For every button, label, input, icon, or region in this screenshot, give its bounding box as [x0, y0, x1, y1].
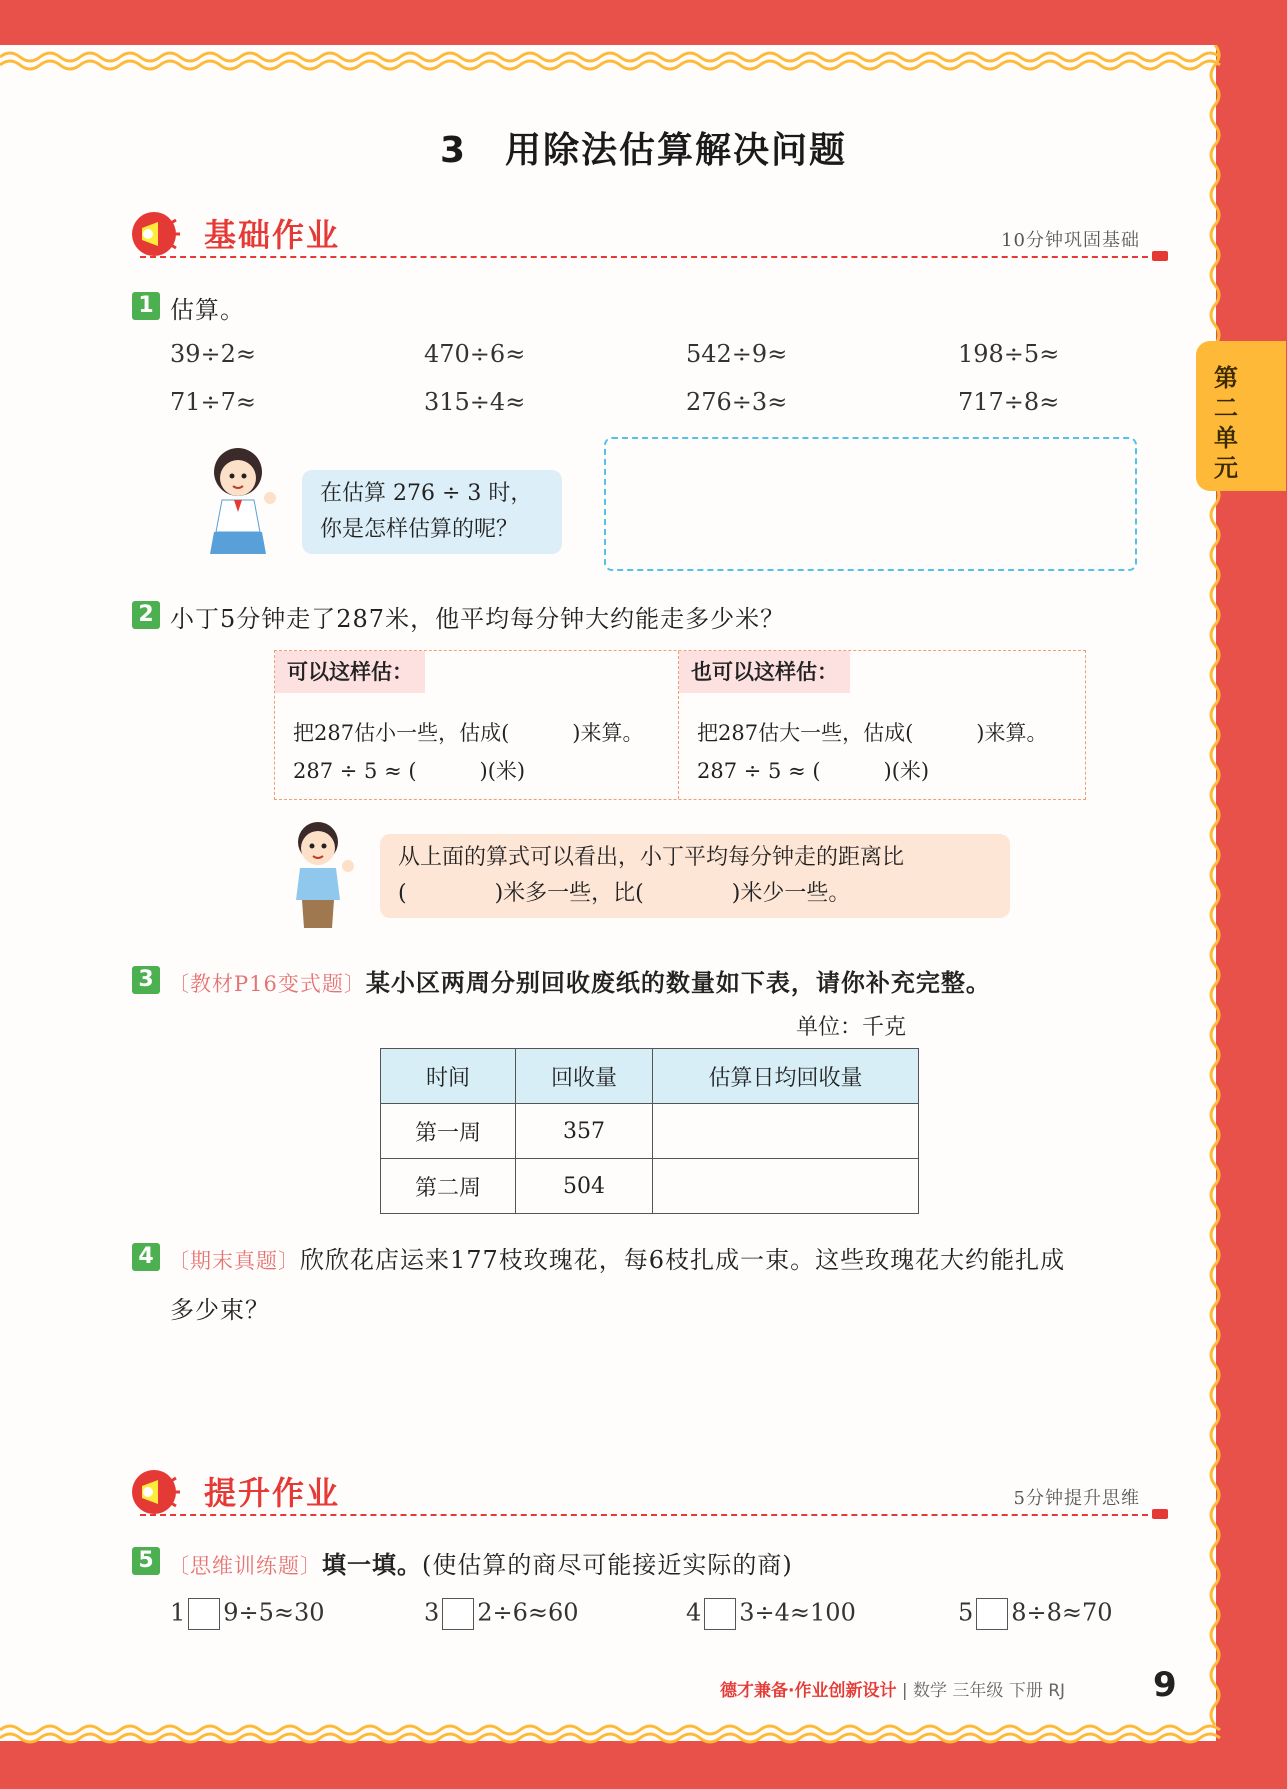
answer-cell[interactable]	[653, 1159, 919, 1214]
method-line: 287 ÷ 5 ≈ ( )(米)	[697, 759, 930, 783]
speech-bubble-line: ( )米多一些，比( )米少一些。	[398, 881, 851, 906]
digit: 5	[958, 1598, 974, 1627]
digit: 1	[170, 1598, 186, 1627]
answer-cell[interactable]	[653, 1104, 919, 1159]
section-header-basic	[128, 208, 1168, 264]
estimate-expression: 470÷6≈	[424, 340, 526, 368]
question-text	[168, 1240, 1065, 1275]
unit-label: 单位：千克	[796, 1015, 907, 1040]
question-body: 某小区两周分别回收废纸的数量如下表，请你补充完整。	[365, 969, 991, 997]
method-heading: 可以这样估：	[275, 651, 425, 693]
digit: 4	[686, 1598, 702, 1627]
estimate-expression: 315÷4≈	[424, 388, 526, 416]
section-divider-cap	[1152, 251, 1168, 261]
question-number: 1	[132, 292, 160, 320]
method-heading: 也可以这样估：	[679, 651, 850, 693]
section-note: 5分钟提升思维	[1013, 1488, 1140, 1509]
fill-digit-item	[958, 1598, 1113, 1630]
speech-bubble	[302, 470, 562, 554]
footer-brand: 德才兼备·作业创新设计	[720, 1681, 897, 1701]
speech-bubble-line: 在估算 276 ÷ 3 时，	[320, 481, 533, 506]
recycling-table	[380, 1048, 919, 1214]
girl-illustration	[200, 442, 284, 562]
digit-input-box[interactable]	[976, 1598, 1008, 1630]
page-number: 9	[1153, 1665, 1177, 1705]
question-text: 估算。	[170, 296, 245, 324]
boy-illustration	[282, 816, 362, 936]
method-line: 把287估大一些，估成( )来算。	[697, 721, 1048, 745]
estimate-expression: 276÷3≈	[686, 388, 788, 416]
estimate-expression: 71÷7≈	[170, 388, 257, 416]
section-label: 提升作业	[204, 1474, 341, 1512]
table-cell: 第一周	[381, 1104, 516, 1159]
section-header-advanced	[128, 1466, 1168, 1522]
question-text	[168, 1545, 793, 1580]
question-body: (使估算的商尽可能接近实际的商)	[422, 1551, 793, 1579]
fill-digit-item	[170, 1598, 325, 1630]
top-wavy-border	[0, 45, 1230, 75]
section-divider	[140, 256, 1168, 258]
question-tag: 〔期末真题〕	[168, 1249, 300, 1273]
fill-digit-item	[686, 1598, 856, 1630]
question-number: 5	[132, 1547, 160, 1575]
estimate-expression: 717÷8≈	[958, 388, 1060, 416]
question-number: 3	[132, 966, 160, 994]
table-row	[381, 1159, 919, 1214]
answer-box[interactable]	[604, 437, 1137, 571]
question-text: 小丁5分钟走了287米，他平均每分钟大约能走多少米？	[170, 605, 786, 633]
table-header: 时间	[381, 1049, 516, 1104]
section-label: 基础作业	[204, 216, 341, 254]
question-tag: 〔思维训练题〕	[168, 1554, 322, 1578]
table-header: 回收量	[516, 1049, 653, 1104]
question-body-bold: 填一填。	[322, 1551, 422, 1579]
expression-rest: 2÷6≈60	[477, 1598, 579, 1627]
table-row	[381, 1104, 919, 1159]
unit-side-tab-label: 第二单元	[1214, 364, 1238, 482]
bottom-wavy-border	[0, 1720, 1230, 1750]
fill-digit-item	[424, 1598, 579, 1630]
table-cell: 504	[516, 1159, 653, 1214]
question-text	[168, 963, 991, 998]
footer-info: | 数学 三年级 下册 RJ	[901, 1681, 1066, 1701]
table-header: 估算日均回收量	[653, 1049, 919, 1104]
speech-bubble-line: 你是怎样估算的呢？	[320, 517, 519, 542]
table-cell: 357	[516, 1104, 653, 1159]
digit: 3	[424, 1598, 440, 1627]
estimation-methods-box	[274, 650, 1086, 800]
section-note: 10分钟巩固基础	[1001, 230, 1140, 251]
estimate-expression: 198÷5≈	[958, 340, 1060, 368]
expression-rest: 3÷4≈100	[739, 1598, 856, 1627]
footer	[720, 1676, 1065, 1701]
section-divider-cap	[1152, 1509, 1168, 1519]
expression-rest: 9÷5≈30	[223, 1598, 325, 1627]
section-divider	[140, 1514, 1168, 1516]
question-body: 欣欣花店运来177枝玫瑰花，每6枝扎成一束。这些玫瑰花大约能扎成	[300, 1246, 1066, 1274]
page-title: 3 用除法估算解决问题	[439, 130, 848, 171]
speech-bubble	[380, 834, 1010, 918]
question-text-continued: 多少束？	[170, 1296, 270, 1324]
table-cell: 第二周	[381, 1159, 516, 1214]
method-line: 把287估小一些，估成( )来算。	[293, 721, 644, 745]
speech-bubble-line: 从上面的算式可以看出，小丁平均每分钟走的距离比	[398, 845, 905, 870]
digit-input-box[interactable]	[442, 1598, 474, 1630]
expression-rest: 8÷8≈70	[1011, 1598, 1113, 1627]
estimate-expression: 542÷9≈	[686, 340, 788, 368]
right-wavy-border	[1195, 45, 1235, 1745]
unit-side-tab	[1196, 341, 1286, 491]
digit-input-box[interactable]	[188, 1598, 220, 1630]
table-header-row	[381, 1049, 919, 1104]
question-number: 2	[132, 601, 160, 629]
method-line: 287 ÷ 5 ≈ ( )(米)	[293, 759, 526, 783]
question-number: 4	[132, 1243, 160, 1271]
question-tag: 〔教材P16变式题〕	[168, 972, 366, 996]
digit-input-box[interactable]	[704, 1598, 736, 1630]
estimate-expression: 39÷2≈	[170, 340, 257, 368]
